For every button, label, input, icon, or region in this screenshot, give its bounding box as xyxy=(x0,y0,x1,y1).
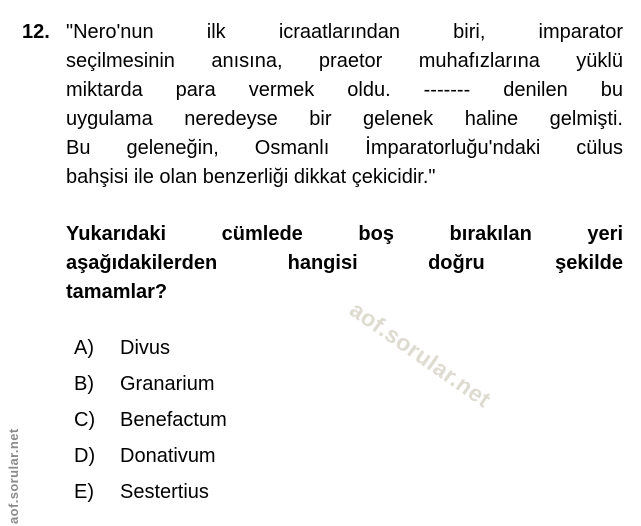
quote-line: seçilmesinin anısına, praetor muhafızlarına yüklü xyxy=(66,50,623,72)
watermark-diagonal: aof.sorular.net xyxy=(345,296,496,413)
quote-line: miktarda para vermek oldu. ------- denilen bu xyxy=(66,79,623,101)
option-letter: B) xyxy=(74,372,94,395)
quote-line: uygulama neredeyse bir gelenek haline gelmişti. xyxy=(66,108,623,130)
question-number: 12. xyxy=(22,21,50,43)
prompt-line: aşağıdakilerden hangisi doğru şekilde xyxy=(66,252,623,274)
question-prompt xyxy=(66,220,623,307)
option-text: Donativum xyxy=(120,444,216,467)
watermark-vertical: aof.sorular.net xyxy=(6,428,21,524)
prompt-line: tamamlar? xyxy=(66,281,168,303)
quote-line: Bu geleneğin, Osmanlı İmparatorluğu'ndaki cülus xyxy=(66,137,623,159)
option-text: Divus xyxy=(120,336,171,359)
option-row-a xyxy=(74,330,227,366)
option-letter: E) xyxy=(74,480,94,503)
option-letter: D) xyxy=(74,444,96,467)
options-list xyxy=(74,330,227,510)
option-text: Sestertius xyxy=(120,480,209,503)
option-letter: A) xyxy=(74,336,94,359)
prompt-line: Yukarıdaki cümlede boş bırakılan yeri xyxy=(66,223,623,245)
quote-line: "Nero'nun ilk icraatlarından biri, imparator xyxy=(66,21,623,43)
option-row-c xyxy=(74,402,227,438)
option-text: Benefactum xyxy=(120,408,227,431)
option-row-e xyxy=(74,474,227,510)
option-row-d xyxy=(74,438,227,474)
option-text: Granarium xyxy=(120,372,215,395)
option-row-b xyxy=(74,366,227,402)
option-letter: C) xyxy=(74,408,96,431)
question-quote-paragraph xyxy=(66,18,623,192)
quote-line: bahşisi ile olan benzerliği dikkat çekicidir." xyxy=(66,166,436,188)
